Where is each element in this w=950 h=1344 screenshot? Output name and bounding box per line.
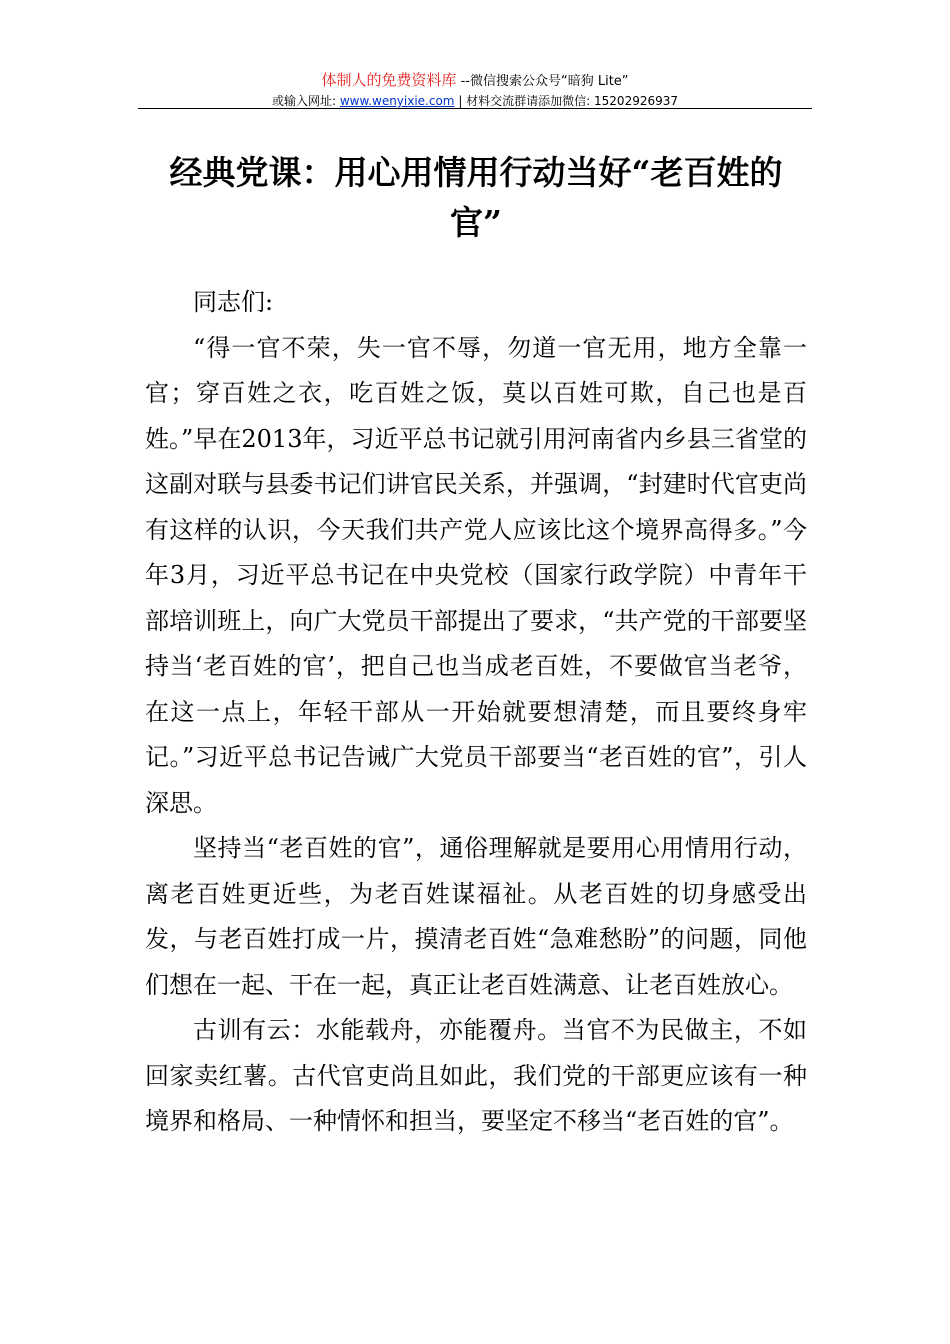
paragraph-2: 坚持当“老百姓的官”，通俗理解就是要用心用情用行动，离老百姓更近些，为老百姓谋福祉。从老百姓的切身感受出发，与老百姓打成一片，摸清老百姓“急难愁盼”的问题，同他们想在一起、干在一起，真正让老百姓满意、让老百姓放心。 — [145, 834, 807, 999]
header-tagline: --微信搜索公众号“暗狗 Lite” — [456, 74, 629, 89]
header-website-link[interactable]: www.wenyixie.com — [339, 94, 455, 108]
header-url-prefix: 或输入网址: — [271, 94, 340, 108]
header-contact: | 材料交流群请添加微信: 15202926937 — [454, 94, 679, 108]
document-title: 经典党课：用心用情用行动当好“老百姓的官” — [169, 153, 783, 242]
document-body — [145, 280, 807, 1145]
paragraph-3: 古训有云：水能载舟，亦能覆舟。当官不为民做主，不如回家卖红薯。古代官吏尚且如此，我们党的干部更应该有一种境界和格局、一种情怀和担当，要坚定不移当“老百姓的官”。 — [145, 1016, 807, 1135]
header-line-1 — [138, 70, 812, 92]
header-divider — [138, 108, 812, 109]
page-header — [138, 70, 812, 110]
header-brand: 体制人的免费资料库 — [321, 71, 457, 89]
salutation: 同志们: — [193, 288, 274, 316]
paragraph-1: “得一官不荣，失一官不辱，勿道一官无用，地方全靠一官；穿百姓之衣，吃百姓之饭，莫以百姓可欺，自己也是百姓。”早在2013年，习近平总书记就引用河南省内乡县三省堂的这副对联与县委书记们讲官民关系，并强调，“封建时代官吏尚有这样的认识，今天我们共产党人应该比这个境界高得多。”今年3月，习近平总书记在中央党校（国家行政学院）中青年干部培训班上，向广大党员干部提出了要求，“共产党的干部要坚持当‘老百姓的官’，把自己也当成老百姓，不要做官当老爷，在这一点上，年轻干部从一开始就要想清楚，而且要终身牢记。”习近平总书记告诫广大党员干部要当“老百姓的官”，引人深思。 — [145, 333, 807, 817]
